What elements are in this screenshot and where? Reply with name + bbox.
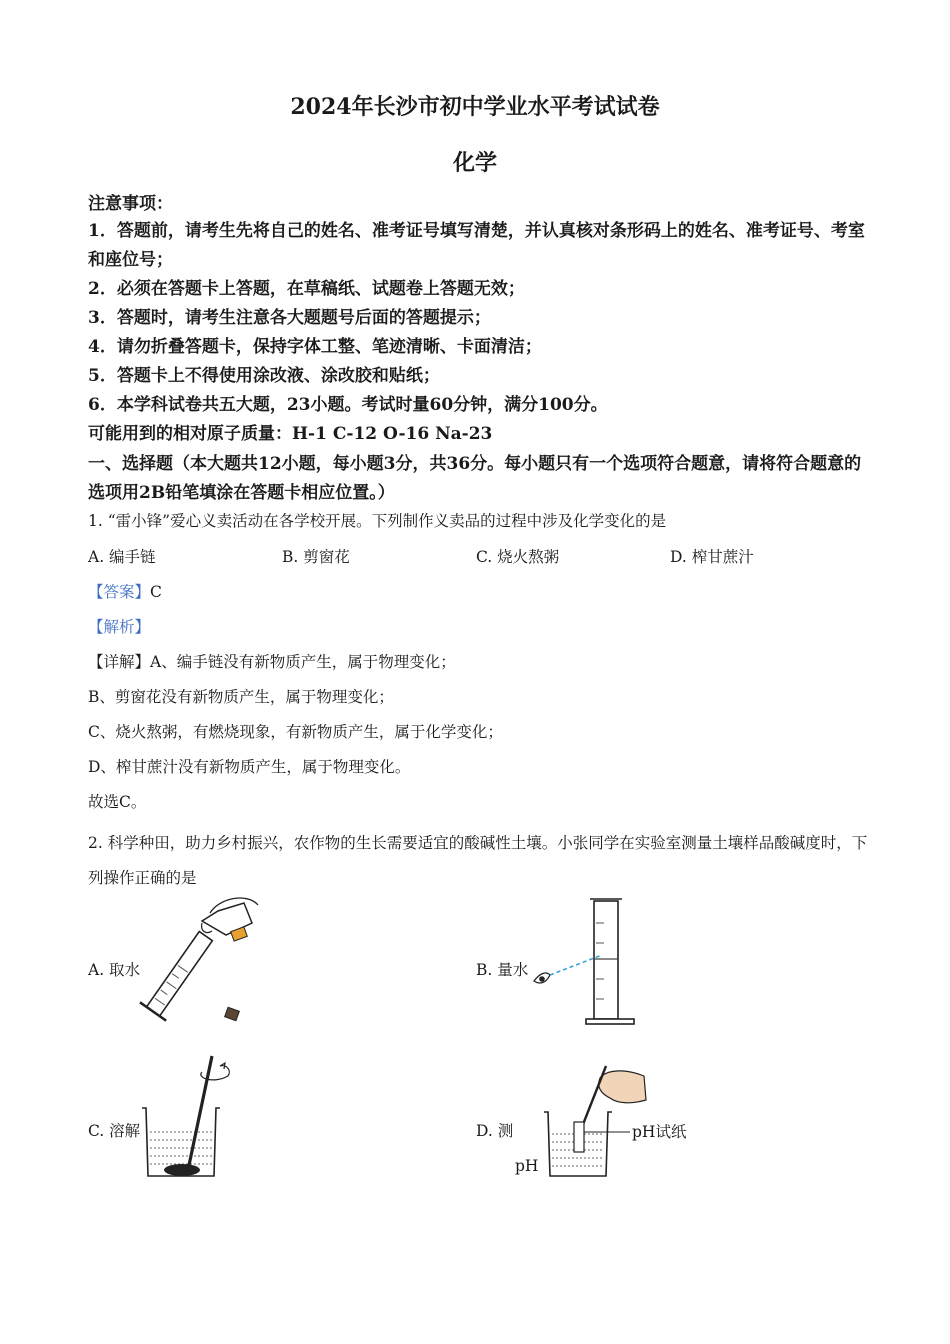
q2-option-d: D. 测 <box>476 1122 514 1140</box>
note-item-6: 6．本学科试卷共五大题，23小题。考试时量60分钟，满分100分。 <box>88 395 608 415</box>
dissolve-illustration <box>138 1050 228 1180</box>
note-item-5: 5．答题卡上不得使用涂改液、涂改胶和贴纸； <box>88 366 440 386</box>
section1-heading: 一、选择题（本大题共12小题，每小题3分，共36分。每小题只有一个选项符合题意，请将符合题意的选项用2B铅笔填涂在答题卡相应位置。） <box>88 454 862 503</box>
detail-line-c: C、烧火熬粥，有燃烧现象，有新物质产生，属于化学变化； <box>88 723 503 741</box>
q2-option-a: A. 取水 <box>88 961 141 979</box>
q1-stem: 1. “雷小锋”爱心义卖活动在各学校开展。下列制作义卖品的过程中涉及化学变化的是 <box>88 512 667 530</box>
answer-tag: 【答案】 <box>88 583 151 601</box>
detail-line-d: D、榨甘蔗汁没有新物质产生，属于物理变化。 <box>88 758 411 776</box>
q1-option-a: A. 编手链 <box>88 548 156 566</box>
note-item-2: 2．必须在答题卡上答题，在草稿纸、试题卷上答题无效； <box>88 279 525 299</box>
note-item-3: 3．答题时，请考生注意各大题题号后面的答题提示； <box>88 308 491 328</box>
notes-heading: 注意事项： <box>88 194 173 214</box>
subject-title: 化学 <box>452 150 497 176</box>
note-item-1: 1．答题前，请考生先将自己的姓名、准考证号填写清楚，并认真核对条形码上的姓名、准考证号、考室和座位号； <box>88 221 865 270</box>
q1-option-c: C. 烧火熬粥 <box>476 548 560 566</box>
q1-answer-line <box>88 582 162 602</box>
q1-option-d: D. 榨甘蔗汁 <box>670 548 754 566</box>
q1-detail-a <box>88 652 456 672</box>
pour-water-illustration <box>140 893 270 1028</box>
q1-conclusion: 故选C。 <box>88 793 147 811</box>
detail-tag: 【详解】 <box>88 653 151 671</box>
atomic-masses: 可能用到的相对原子质量：H-1 C-12 O-16 Na-23 <box>88 424 493 444</box>
measure-water-illustration <box>530 893 640 1028</box>
analysis-tag: 【解析】 <box>88 618 151 636</box>
exam-title: 2024年长沙市初中学业水平考试试卷 <box>290 94 660 120</box>
measure-ph-illustration <box>540 1060 650 1180</box>
detail-line-a: A、编手链没有新物质产生，属于物理变化； <box>150 653 456 671</box>
answer-value: C <box>150 583 162 601</box>
q2-option-b: B. 量水 <box>476 961 529 979</box>
q2-option-d-ph: pH <box>515 1157 539 1175</box>
note-item-4: 4．请勿折叠答题卡，保持字体工整、笔迹清晰、卡面清洁； <box>88 337 542 357</box>
ph-paper-label: pH试纸 <box>632 1123 687 1141</box>
q2-stem: 2. 科学种田，助力乡村振兴，农作物的生长需要适宜的酸碱性土壤。小张同学在实验室测量土壤样品酸碱度时，下列操作正确的是 <box>88 834 868 887</box>
q2-option-c: C. 溶解 <box>88 1122 141 1140</box>
detail-line-b: B、剪窗花没有新物质产生，属于物理变化； <box>88 688 394 706</box>
q1-option-b: B. 剪窗花 <box>282 548 350 566</box>
